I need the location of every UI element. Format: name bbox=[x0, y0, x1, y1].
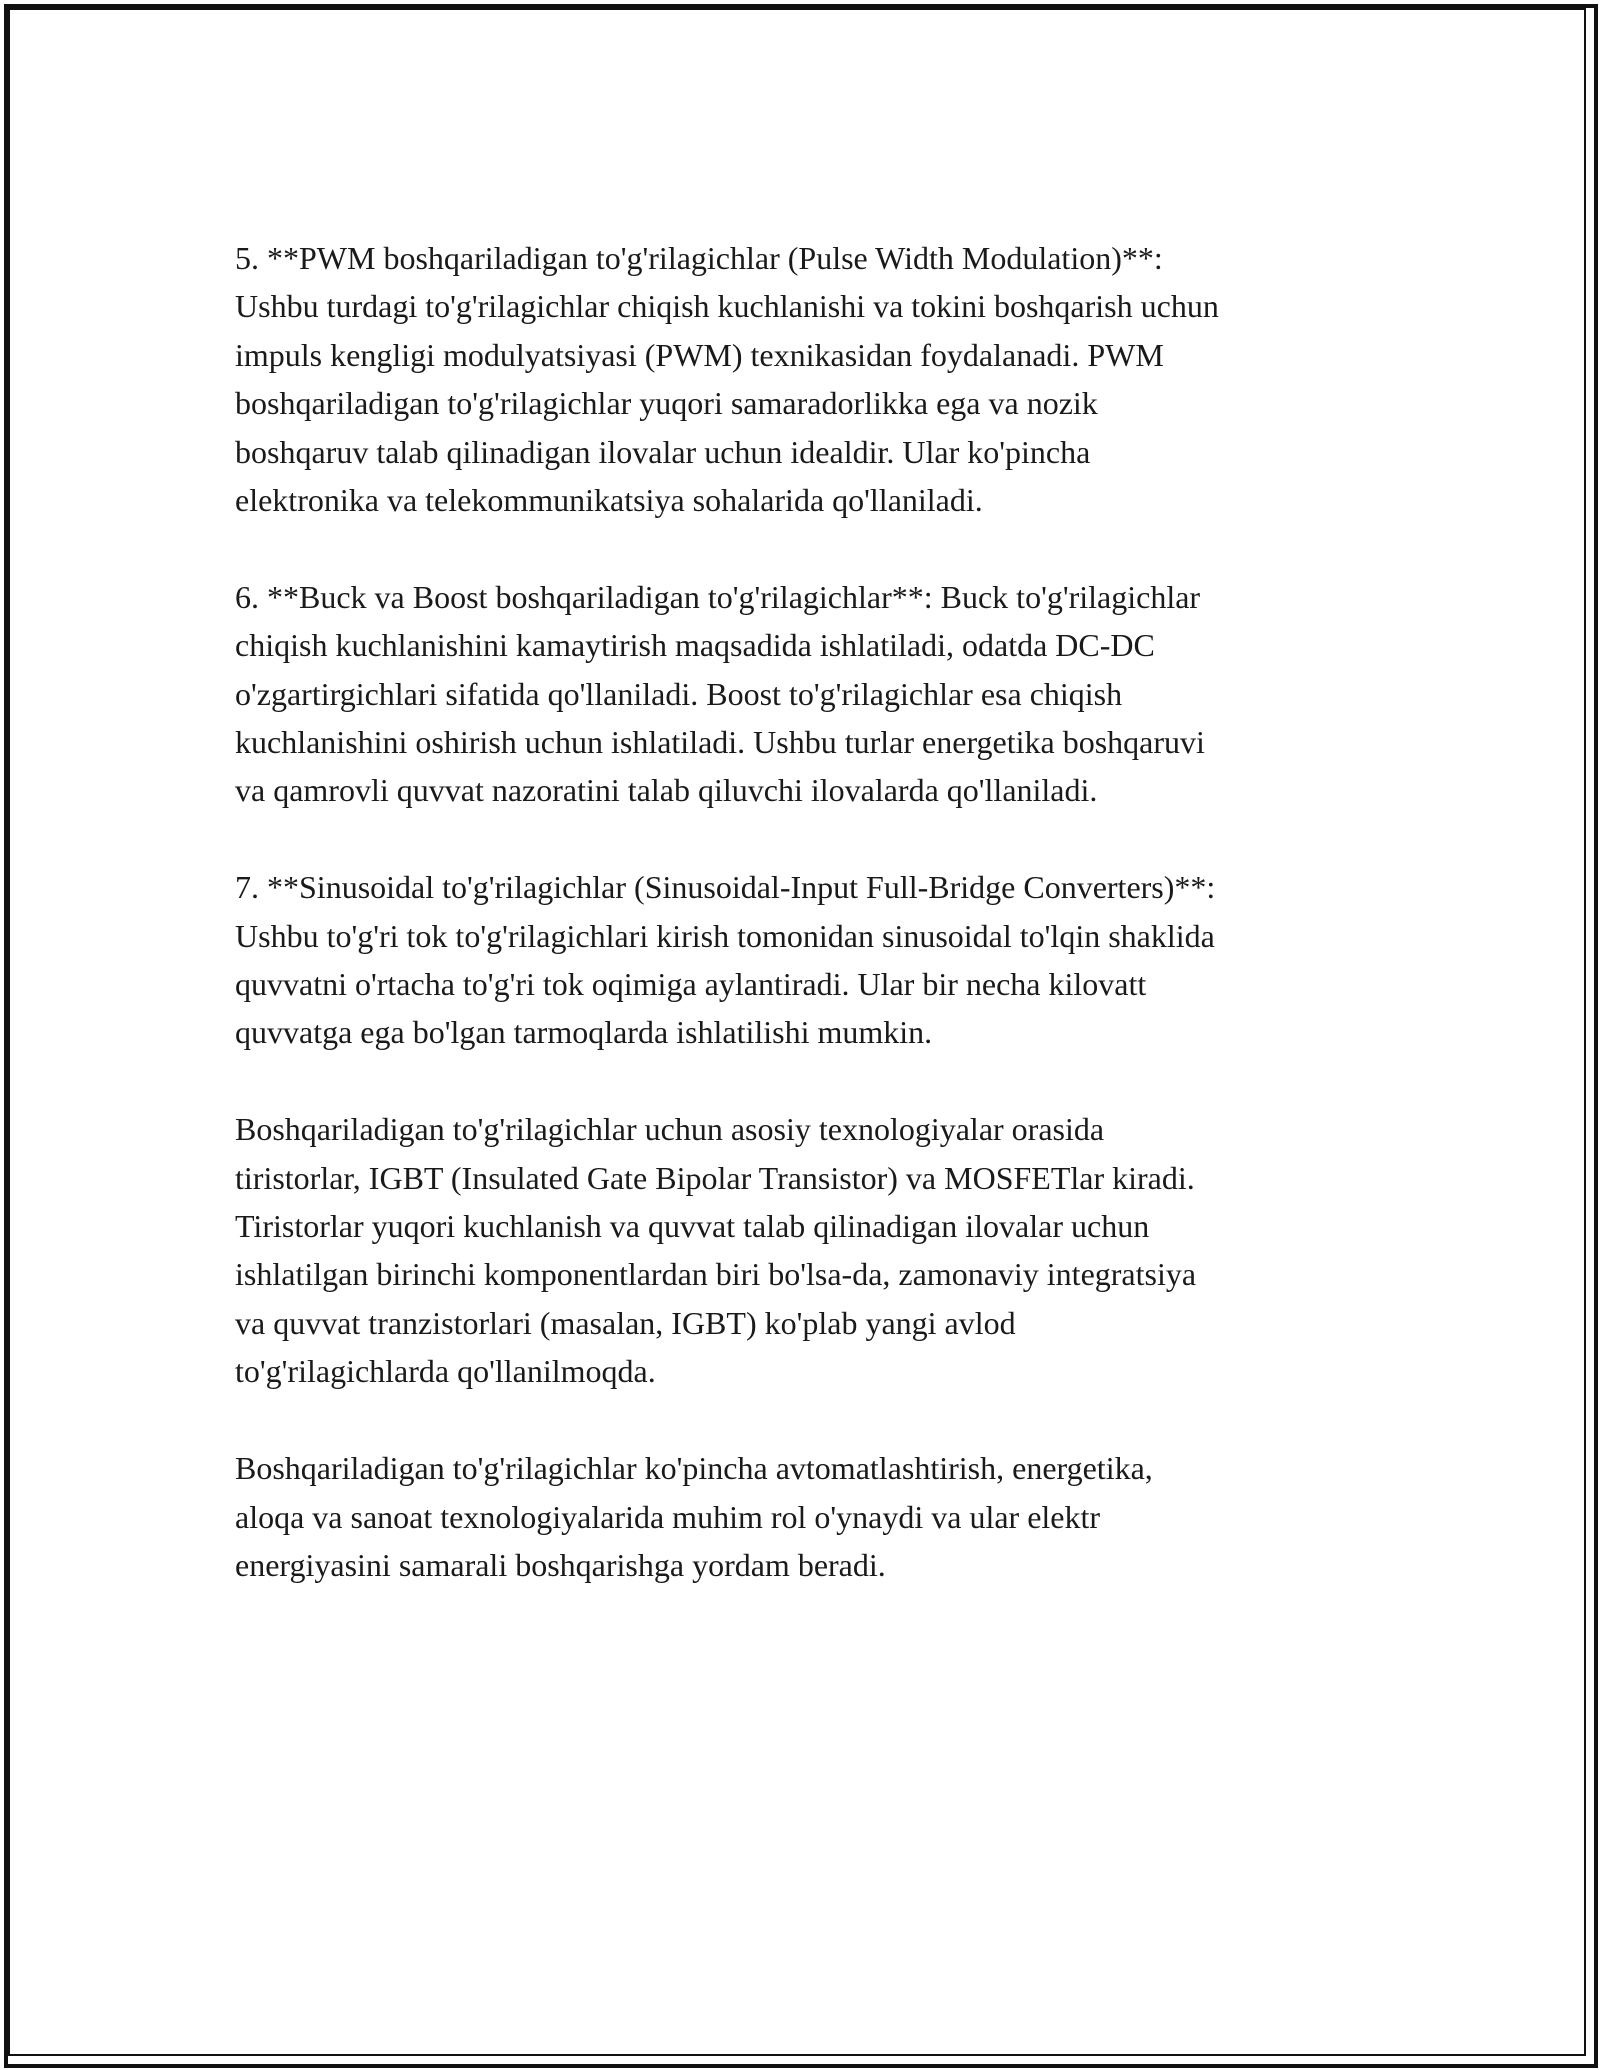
text-line: Tiristorlar yuqori kuchlanish va quvvat talab qilinadigan ilovalar uchun bbox=[235, 1208, 1150, 1245]
paragraph-key-technologies bbox=[235, 1105, 1395, 1395]
paragraph-sinusoidal-rectifiers bbox=[235, 863, 1395, 1057]
text-line: energiyasini samarali boshqarishga yordam beradi. bbox=[235, 1546, 886, 1583]
text-line: impuls kengligi modulyatsiyasi (PWM) texnikasidan foydalanadi. PWM bbox=[235, 336, 1164, 373]
text-line: 7. **Sinusoidal to'g'rilagichlar (Sinusoidal-Input Full-Bridge Converters)**: bbox=[235, 869, 1216, 906]
text-line: Ushbu turdagi to'g'rilagichlar chiqish kuchlanishi va tokini boshqarish uchun bbox=[235, 288, 1219, 325]
text-line: chiqish kuchlanishini kamaytirish maqsadida ishlatiladi, odatda DC-DC bbox=[235, 627, 1155, 664]
text-line: elektronika va telekommunikatsiya sohalarida qo'llaniladi. bbox=[235, 482, 983, 519]
document-body bbox=[235, 234, 1395, 1638]
text-line: o'zgartirgichlari sifatida qo'llaniladi. Boost to'g'rilagichlar esa chiqish bbox=[235, 675, 1123, 712]
text-line: boshqariladigan to'g'rilagichlar yuqori samaradorlikka ega va nozik bbox=[235, 385, 1098, 422]
text-line: tiristorlar, IGBT (Insulated Gate Bipolar Transistor) va MOSFETlar kiradi. bbox=[235, 1159, 1195, 1196]
text-line: 5. **PWM boshqariladigan to'g'rilagichlar (Pulse Width Modulation)**: bbox=[235, 240, 1163, 276]
text-line: to'g'rilagichlarda qo'llanilmoqda. bbox=[235, 1353, 656, 1390]
text-line: quvvatga ega bo'lgan tarmoqlarda ishlatilishi mumkin. bbox=[235, 1014, 933, 1051]
text-line: boshqaruv talab qilinadigan ilovalar uchun idealdir. Ular ko'pincha bbox=[235, 433, 1091, 470]
text-line: va qamrovli quvvat nazoratini talab qiluvchi ilovalarda qo'llaniladi. bbox=[235, 772, 1098, 809]
paragraph-conclusion bbox=[235, 1444, 1395, 1589]
text-line: kuchlanishini oshirish uchun ishlatiladi. Ushbu turlar energetika boshqaruvi bbox=[235, 724, 1205, 761]
paragraph-buck-boost-rectifiers bbox=[235, 573, 1395, 815]
text-line: Boshqariladigan to'g'rilagichlar uchun asosiy texnologiyalar orasida bbox=[235, 1111, 1105, 1148]
text-line: Ushbu to'g'ri tok to'g'rilagichlari kirish tomonidan sinusoidal to'lqin shaklida bbox=[235, 917, 1215, 954]
paragraph-pwm-rectifiers bbox=[235, 234, 1395, 524]
text-line: va quvvat tranzistorlari (masalan, IGBT) ko'plab yangi avlod bbox=[235, 1304, 1016, 1341]
text-line: aloqa va sanoat texnologiyalarida muhim rol o'ynaydi va ular elektr bbox=[235, 1498, 1101, 1535]
text-line: 6. **Buck va Boost boshqariladigan to'g'rilagichlar**: Buck to'g'rilagichlar bbox=[235, 578, 1201, 615]
text-line: ishlatilgan birinchi komponentlardan biri bo'lsa-da, zamonaviy integratsiya bbox=[235, 1256, 1197, 1293]
text-line: Boshqariladigan to'g'rilagichlar ko'pincha avtomatlashtirish, energetika, bbox=[235, 1450, 1153, 1487]
text-line: quvvatni o'rtacha to'g'ri tok oqimiga aylantiradi. Ular bir necha kilovatt bbox=[235, 966, 1147, 1003]
